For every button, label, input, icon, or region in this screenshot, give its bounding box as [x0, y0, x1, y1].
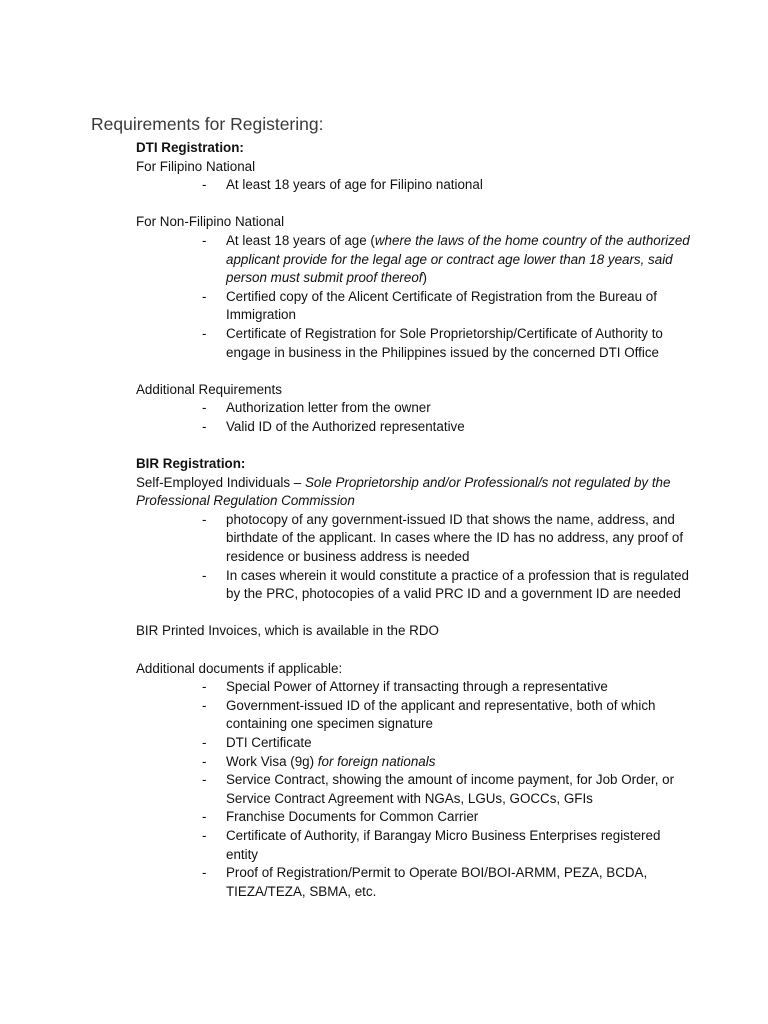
list-item: - Valid ID of the Authorized representative — [136, 418, 696, 437]
list-item: - Certificate of Registration for Sole Proprietorship/Certificate of Authority to engage in business in the Philippines issued by the concerned DTI Office — [202, 325, 663, 360]
dash-bullet: - — [202, 753, 207, 769]
bir-additional-list — [136, 678, 696, 901]
dti-non-filipino-label: For Non-Filipino National — [136, 214, 285, 230]
dash-bullet: - — [202, 288, 207, 304]
list-item: - Service Contract, showing the amount of income payment, for Job Order, or Service Contract Agreement with NGAs, LGUs, GOCCs, GFIs — [202, 772, 675, 806]
dti-filipino-label: For Filipino National — [136, 158, 256, 174]
dash-bullet: - — [202, 418, 207, 434]
dash-bullet: - — [202, 679, 207, 695]
bir-section-title: BIR Registration: — [136, 456, 246, 472]
dash-bullet: - — [202, 567, 207, 583]
dash-bullet: - — [202, 511, 207, 527]
document-body — [136, 139, 696, 901]
bir-additional-label: Additional documents if applicable: — [136, 660, 343, 676]
dash-bullet: - — [202, 325, 207, 341]
dti-section-title: DTI Registration: — [136, 140, 244, 155]
list-item: - Proof of Registration/Permit to Operate BOI/BOI-ARMM, PEZA, BCDA, TIEZA/TEZA, SBMA, etc. — [202, 865, 648, 899]
dash-bullet: - — [202, 232, 207, 248]
list-item: - Authorization letter from the owner — [136, 399, 696, 418]
dash-bullet: - — [202, 697, 207, 713]
dti-non-filipino-list — [136, 232, 696, 362]
dash-bullet: - — [202, 400, 207, 416]
dash-bullet: - — [202, 177, 207, 193]
bir-self-employed-list — [136, 511, 696, 604]
dash-bullet: - — [202, 827, 207, 843]
list-item: - Government-issued ID of the applicant and representative, both of which containing one specimen signature — [202, 697, 656, 732]
list-item: - Certified copy of the Alicent Certificate of Registration from the Bureau of Immigration — [202, 288, 657, 323]
dti-filipino-list — [136, 176, 696, 195]
list-item: - At least 18 years of age (where the laws of the home country of the authorized applicant provide for the legal age or contract age lower than 18 years, said person must submit proof thereof) — [202, 232, 690, 286]
dash-bullet: - — [202, 772, 207, 788]
page-title: Requirements for Registering: — [91, 114, 324, 134]
dti-additional-list — [136, 399, 696, 436]
list-item: - Special Power of Attorney if transacting through a representative — [136, 678, 696, 697]
dash-bullet: - — [202, 809, 207, 825]
list-item: - photocopy of any government-issued ID that shows the name, address, and birthdate of the applicant. In cases where the ID has no address, any proof of residence or business address is needed — [202, 511, 684, 565]
list-item: - In cases wherein it would constitute a practice of a profession that is regulated by the PRC, photocopies of a valid PRC ID and a government ID are needed — [202, 567, 689, 602]
dti-additional-label: Additional Requirements — [136, 381, 282, 397]
dash-bullet: - — [202, 735, 207, 750]
dash-bullet: - — [202, 865, 207, 881]
list-item: - Work Visa (9g) for foreign nationals — [136, 753, 696, 772]
list-item: - Certificate of Authority, if Barangay Micro Business Enterprises registered entity — [202, 827, 661, 862]
bir-self-employed-label: Self-Employed Individuals – Sole Proprietorship and/or Professional/s not regulated by the Professional Regulation Commission — [136, 474, 671, 509]
list-item: - Franchise Documents for Common Carrier — [136, 808, 696, 827]
list-item: - DTI Certificate — [136, 734, 696, 753]
bir-printed-invoices: BIR Printed Invoices, which is available in the RDO — [136, 623, 439, 639]
list-item: - At least 18 years of age for Filipino national — [136, 176, 696, 195]
